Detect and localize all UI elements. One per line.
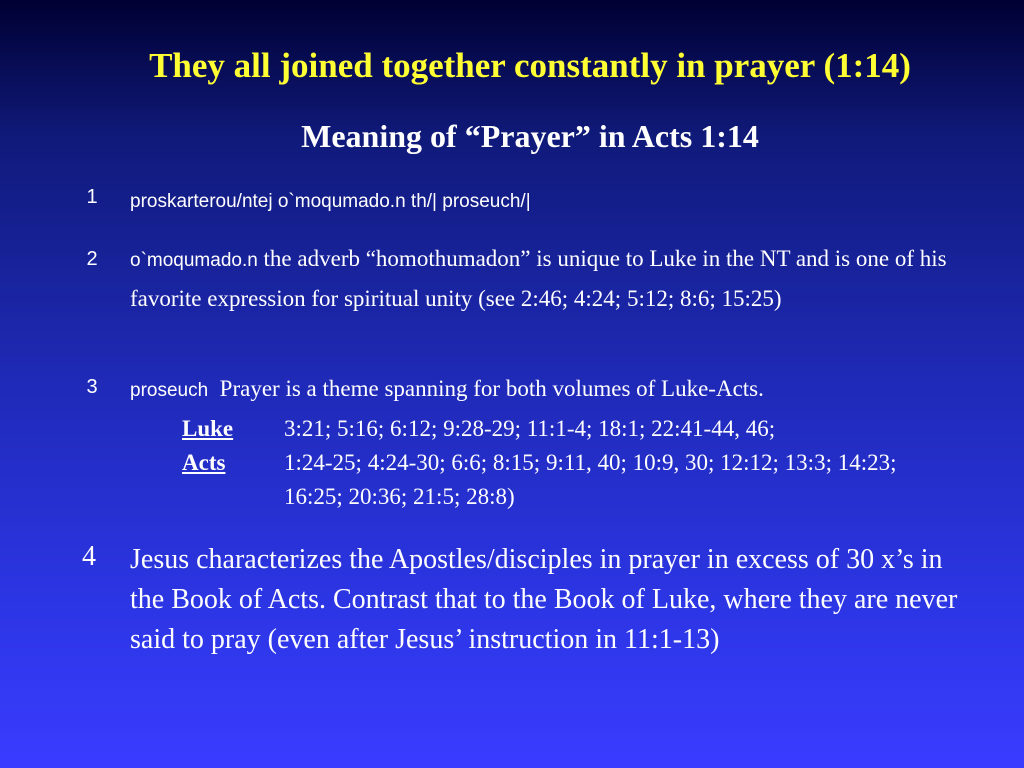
slide-subtitle: Meaning of “Prayer” in Acts 1:14 <box>301 118 759 154</box>
point-number: 4 <box>82 541 96 572</box>
point-text: the adverb “homothumadon” is unique to Luke in the NT and is one of his favorite expression for spiritual unity (see 2:46; 4:24; 5:12; 8:6; 15:25) <box>130 246 947 311</box>
point-number: 3 <box>86 376 98 398</box>
book-label: Luke <box>182 416 234 441</box>
reference-list <box>182 412 942 514</box>
point-3 <box>130 372 970 408</box>
greek-phrase: proskarterou/ntej o`moqumado.n th/| proseuch/| <box>130 191 531 212</box>
point-text: Jesus characterizes the Apostles/disciples in prayer in excess of 30 x’s in the Book of Acts. Contrast that to the Book of Luke, where they are never said to pray (even after Jesus’ instruction in 11:1-13) <box>130 544 958 655</box>
slide-title: They all joined together constantly in prayer (1:14) <box>149 46 911 85</box>
point-2 <box>130 240 970 318</box>
book-label: Acts <box>182 450 226 475</box>
point-number: 2 <box>86 248 98 270</box>
greek-word: o`moqumado.n <box>130 250 258 271</box>
reference-verses: 1:24-25; 4:24-30; 6:6; 8:15; 9:11, 40; 10:9, 30; 12:12; 13:3; 14:23; 16:25; 20:36; 21:5; 28:8) <box>284 450 897 509</box>
point-1 <box>130 184 970 218</box>
reference-verses: 3:21; 5:16; 6:12; 9:28-29; 11:1-4; 18:1; 22:41-44, 46; <box>284 416 776 441</box>
point-4 <box>130 540 980 660</box>
reference-row-acts <box>182 446 942 514</box>
reference-row-luke <box>182 412 942 446</box>
point-number: 1 <box>86 186 98 208</box>
greek-word: proseuch <box>130 380 209 401</box>
point-text: Prayer is a theme spanning for both volumes of Luke-Acts. <box>219 376 764 401</box>
